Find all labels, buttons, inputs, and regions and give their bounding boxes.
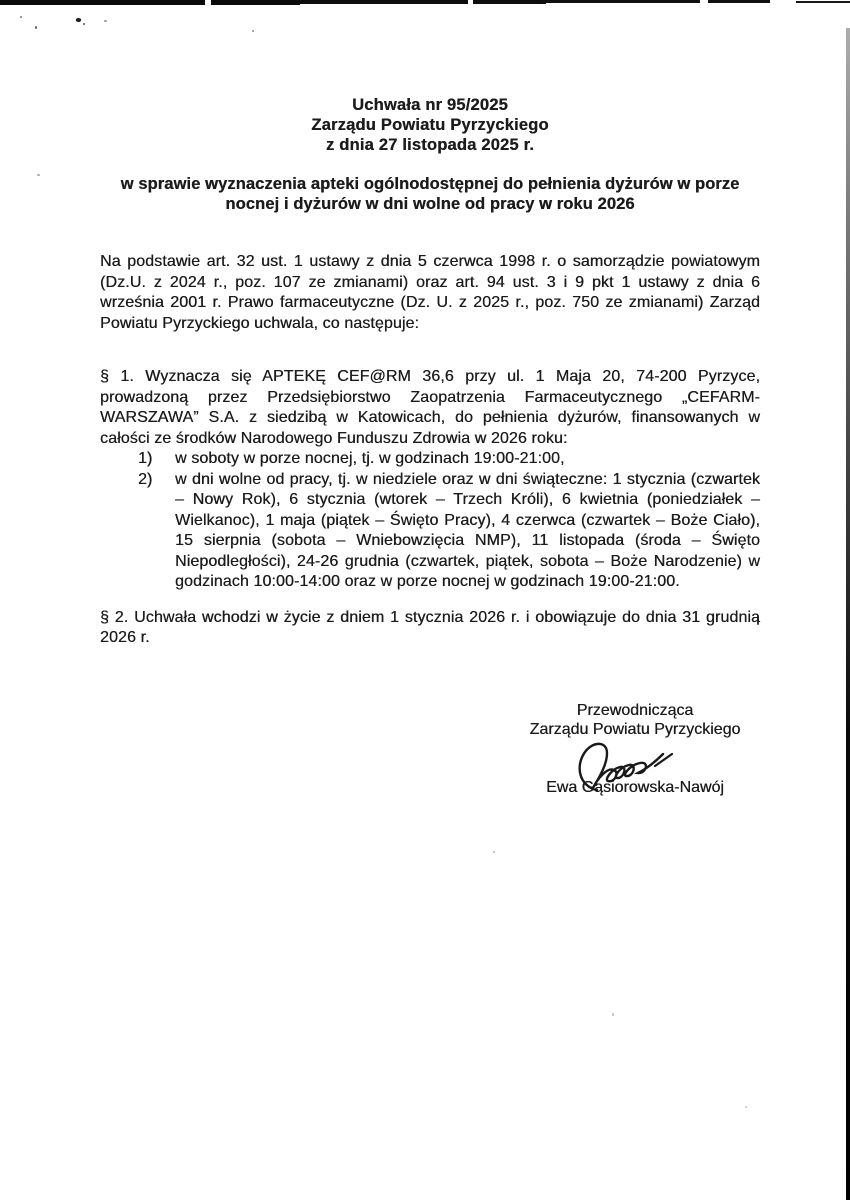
scan-speck <box>75 17 81 22</box>
resolution-number: Uchwała nr 95/2025 <box>352 96 508 114</box>
section-1-list <box>100 449 760 593</box>
list-item-marker: 1) <box>138 450 153 467</box>
signatory-name: Ewa Gąsiorowska-Nawój <box>546 778 724 796</box>
document-content <box>100 0 760 797</box>
list-item-text: w dni wolne od pracy, tj. w niedziele oraz w dni świąteczne: 1 stycznia (czwartek – Nowy Rok), 6 stycznia (wtorek – Trzech Króli), 6 kwietnia (poniedziałek – Wielkanoc), 1 maja (piątek – Święto Pracy), 4 czerwca (czwartek – Boże Ciało), 15 sierpnia (sobota – Wniebowzięcia NMP), 11 listopada (środa – Święto Niepodległości), 24-26 grudnia (czwartek, piątek, sobota – Boże Narodzenie) w godzinach 10:00-14:00 oraz w porze nocnej w godzinach 19:00-21:00. <box>175 470 760 590</box>
resolution-date: z dnia 27 listopada 2025 r. <box>325 136 535 154</box>
section-1 <box>100 367 760 593</box>
scan-speck <box>493 851 495 853</box>
scan-speck <box>37 174 40 176</box>
top-edge-segment <box>796 1 850 3</box>
list-item <box>100 470 760 593</box>
scan-artifact-right-edge <box>846 28 850 1200</box>
list-item-marker: 2) <box>138 470 153 488</box>
scan-speck <box>20 16 22 18</box>
section-2: § 2. Uchwała wchodzi w życie z dniem 1 stycznia 2026 r. i obowiązuje do dnia 31 grudnia 2026 r. <box>100 608 760 646</box>
scan-speck <box>745 1106 747 1108</box>
signatory-role: Przewodnicząca <box>576 701 694 719</box>
resolution-title-block <box>100 95 760 155</box>
scan-speck <box>35 26 37 29</box>
list-item-text: w soboty w porze nocnej, tj. w godzinach 19:00-21:00, <box>175 450 565 467</box>
section-1-intro: § 1. Wyznacza się APTEKĘ CEF@RM 36,6 przy ul. 1 Maja 20, 74-200 Pyrzyce, prowadzoną przez Przedsiębiorstwo Zaopatrzenia Farmaceutycznego „CEFARM-WARSZAWA” S.A. z siedzibą w Katowicach, do pełnienia dyżurów, finansowanych w całości ze środków Narodowego Funduszu Zdrowia w 2026 roku: <box>100 368 760 447</box>
resolution-subject: w sprawie wyznaczenia apteki ogólnodostępnej do pełnienia dyżurów w porze nocnej i dyżurów w dni wolne od pracy w roku 2026 <box>120 175 740 213</box>
issuing-body: Zarządu Powiatu Pyrzyckiego <box>311 116 549 134</box>
signature-block <box>485 701 785 797</box>
list-item <box>100 449 760 470</box>
legal-basis-paragraph: Na podstawie art. 32 ust. 1 ustawy z dnia 5 czerwca 1998 r. o samorządzie powiatowym (Dz.U. z 2024 r., poz. 107 ze zmianami) oraz art. 94 ust. 3 i 9 pkt 1 ustawy z dnia 6 września 2001 r. Prawo farmaceutyczne (Dz. U. z 2025 r., poz. 750 ze zmianami) Zarząd Powiatu Pyrzyckiego uchwala, co następuje: <box>100 253 760 332</box>
signatory-organization: Zarządu Powiatu Pyrzyckiego <box>529 720 741 738</box>
scan-speck <box>612 1013 614 1016</box>
scan-speck <box>83 23 85 25</box>
